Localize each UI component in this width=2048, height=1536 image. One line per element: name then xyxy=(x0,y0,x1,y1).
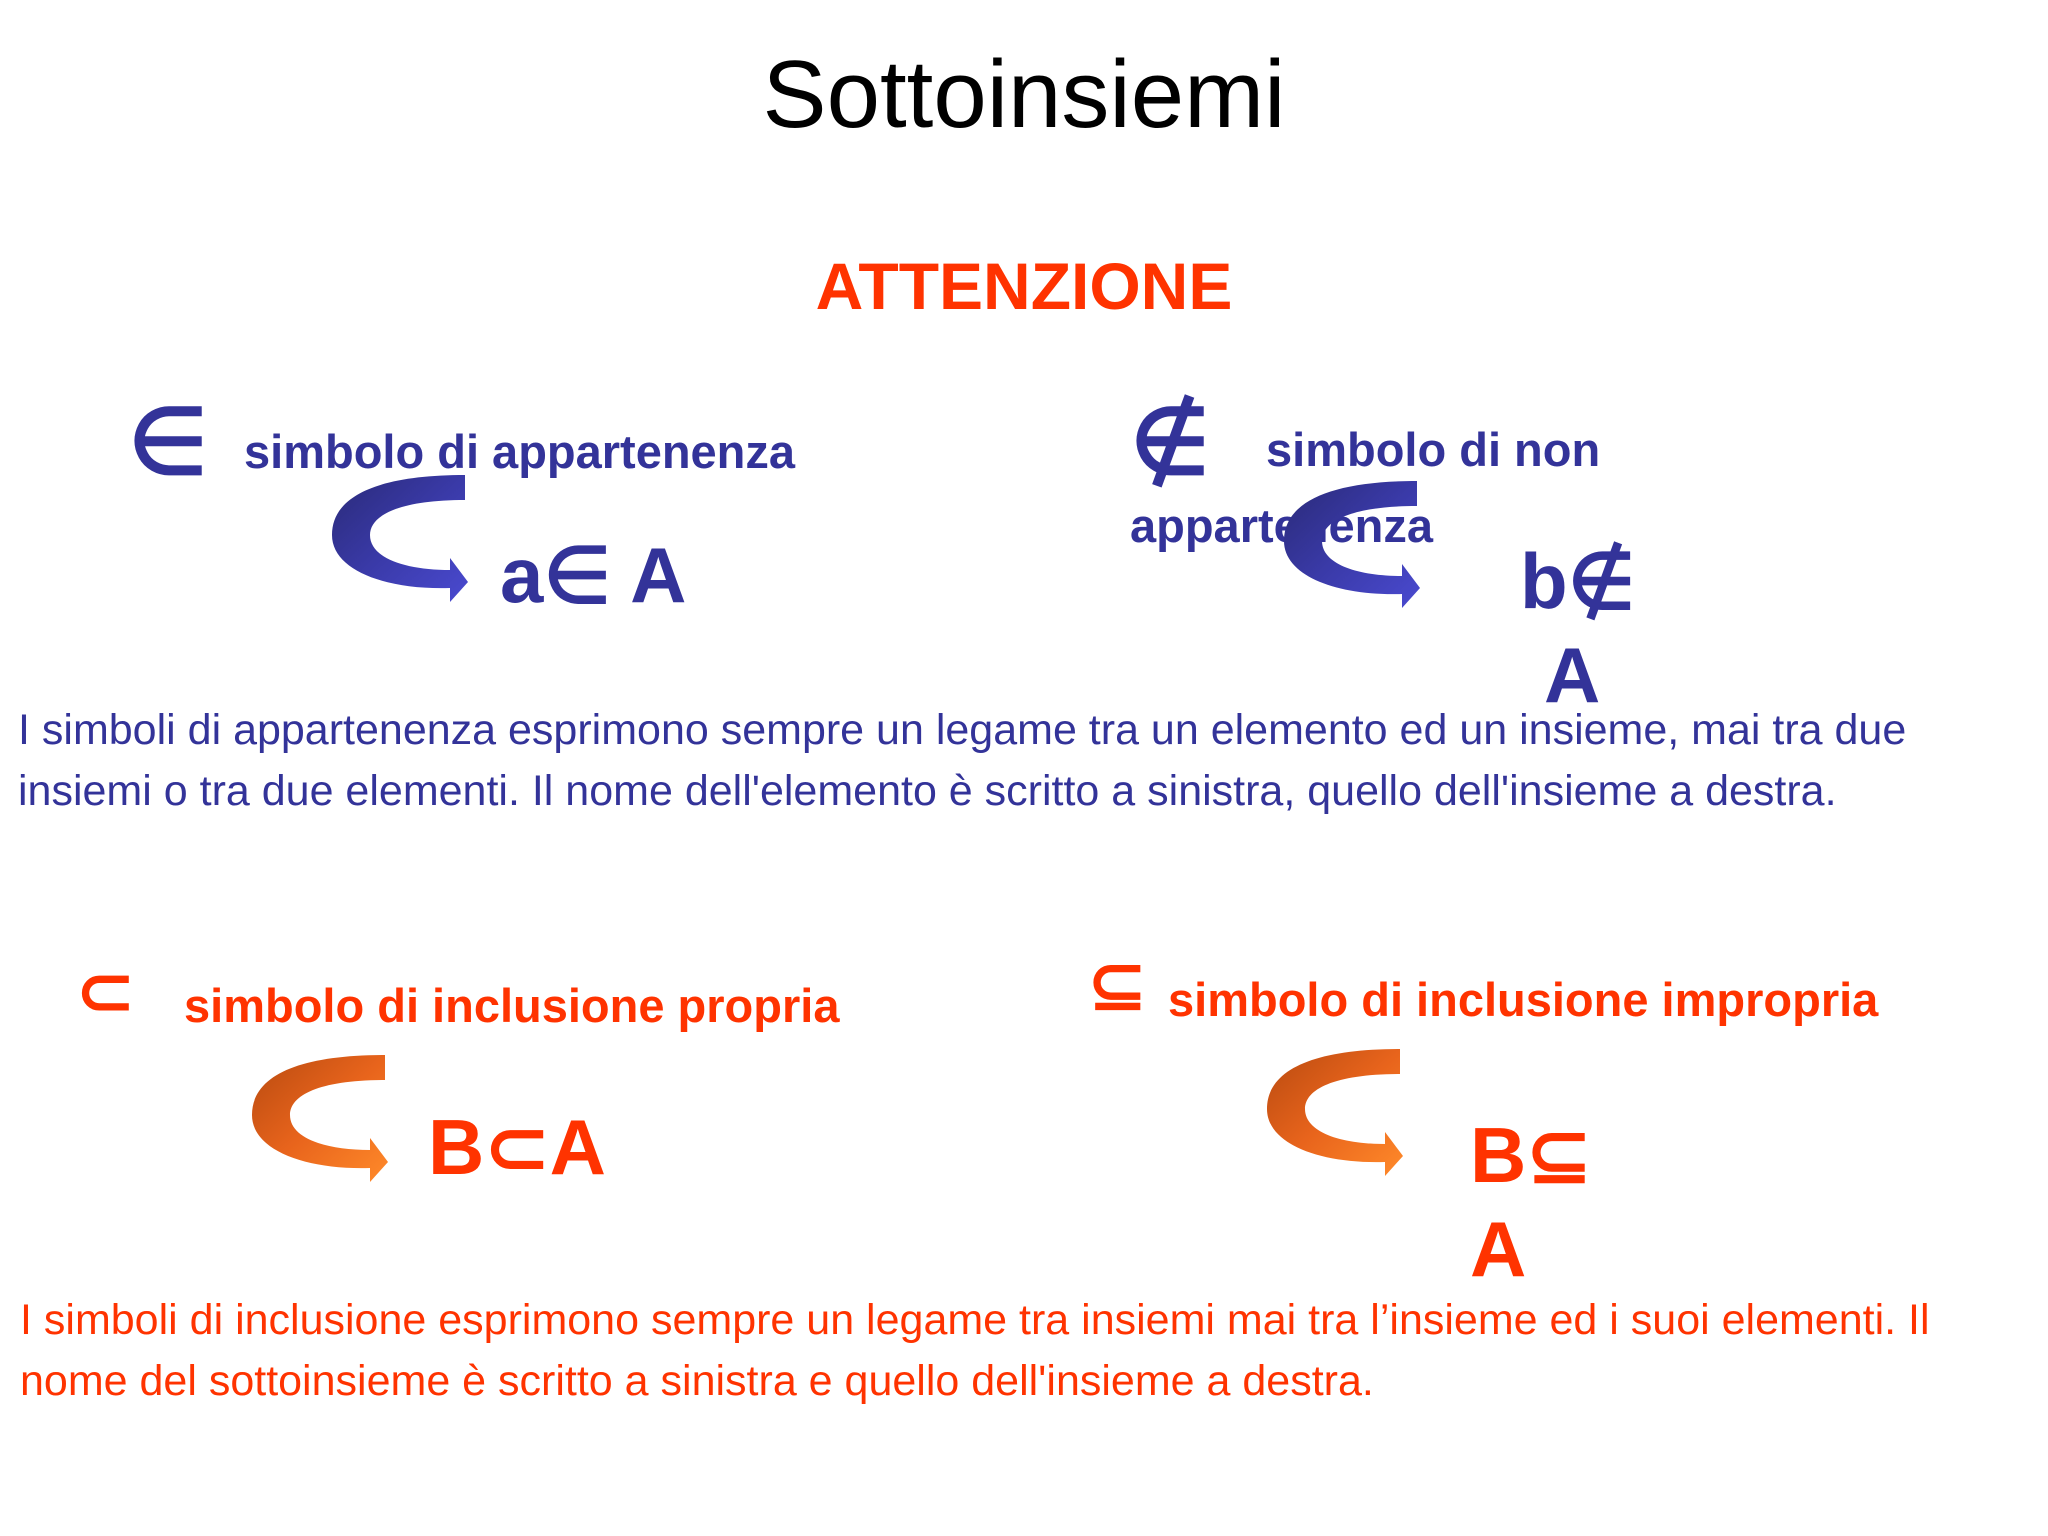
non-membership-expression-line1: b∉ xyxy=(1520,537,1636,625)
membership-expression: a∈ A xyxy=(500,531,687,619)
improper-inclusion-symbol: ⊆ xyxy=(1088,946,1147,1024)
curved-arrow-icon xyxy=(1265,1044,1405,1184)
non-membership-label-line1: simbolo di non xyxy=(1266,423,1601,476)
proper-inclusion-symbol: ⊂ xyxy=(76,952,135,1030)
membership-symbol: ∈ xyxy=(128,391,209,493)
improper-inclusion-label: simbolo di inclusione impropria xyxy=(1168,973,1879,1026)
improper-inclusion-expression-line2: A xyxy=(1470,1205,1527,1293)
curved-arrow-icon xyxy=(1282,476,1422,616)
non-membership-label-line2: appartenenza xyxy=(1130,499,1433,552)
improper-inclusion-expression-line1: B⊆ xyxy=(1470,1111,1592,1199)
non-membership-expression-line2: A xyxy=(1544,631,1601,719)
non-membership-symbol: ∉ xyxy=(1130,391,1211,493)
inclusion-note: I simboli di inclusione esprimono sempre un legame tra insiemi mai tra l’insieme ed i suoi elementi. Il nome del sottoinsieme è scritto a sinistra e quello dell'insieme a destra. xyxy=(20,1296,1930,1405)
page-title: Sottoinsiemi xyxy=(762,41,1286,148)
proper-inclusion-label: simbolo di inclusione propria xyxy=(184,979,840,1032)
proper-inclusion-expression: B⊂A xyxy=(428,1103,607,1191)
attention-heading: ATTENZIONE xyxy=(815,249,1233,323)
curved-arrow-icon xyxy=(330,470,470,610)
curved-arrow-icon xyxy=(250,1050,390,1190)
membership-label: simbolo di appartenenza xyxy=(244,425,796,478)
membership-note: I simboli di appartenenza esprimono sempre un legame tra un elemento ed un insieme, mai tra due insiemi o tra due elementi. Il nome dell'elemento è scritto a sinistra, quello dell'insieme a destra. xyxy=(18,706,1907,815)
